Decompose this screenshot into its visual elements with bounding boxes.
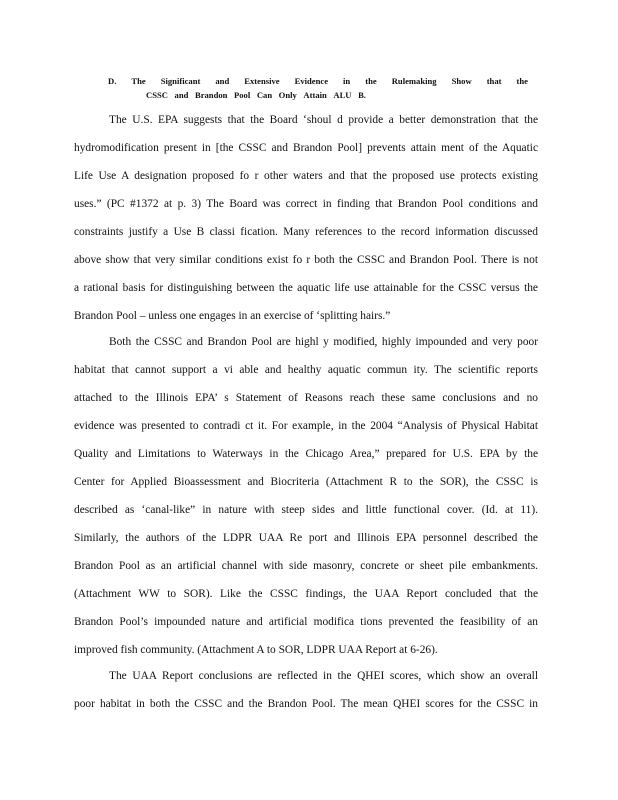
heading-word: the	[365, 76, 377, 86]
heading-word: that	[486, 76, 502, 86]
text-line: Center for Applied Bioassessment and Biocriteria (Attachment R to the SOR), the CSSC is	[74, 476, 538, 488]
heading-word: ALU	[333, 90, 352, 100]
text-line: The U.S. EPA suggests that the Board ‘shoul d provide a better demonstration that the	[109, 114, 538, 126]
section-heading-line-1	[108, 74, 528, 88]
heading-word: Attain	[303, 90, 327, 100]
heading-word: Only	[278, 90, 297, 100]
heading-word: Extensive	[244, 76, 280, 86]
heading-word: B.	[358, 90, 366, 100]
heading-word: Pool	[234, 90, 251, 100]
heading-word: Can	[256, 90, 273, 100]
text-line: (Attachment WW to SOR). Like the CSSC findings, the UAA Report concluded that the	[74, 588, 538, 600]
heading-word: CSSC	[146, 90, 168, 100]
heading-word: and	[215, 76, 230, 86]
heading-word: in	[343, 76, 351, 86]
text-line: The UAA Report conclusions are reflected in the QHEI scores, which show an overall	[109, 670, 538, 682]
heading-word: and	[174, 90, 189, 100]
heading-word: the	[516, 76, 528, 86]
text-line: a rational basis for distinguishing between the aquatic life use attainable for the CSSC versus the	[74, 282, 538, 294]
text-line: Both the CSSC and Brandon Pool are highl y modified, highly impounded and very poor	[109, 336, 538, 348]
section-heading	[108, 74, 528, 102]
heading-word: Rulemaking	[391, 76, 437, 86]
text-line: Brandon Pool – unless one engages in an exercise of ‘splitting hairs.”	[74, 310, 391, 322]
text-line: hydromodification present in [the CSSC and Brandon Pool] prevents attain ment of the Aquatic	[74, 142, 538, 154]
text-line: Similarly, the authors of the LDPR UAA Re port and Illinois EPA personnel described the	[74, 532, 538, 544]
text-line: attached to the Illinois EPA’ s Statement of Reasons reach these same conclusions and no	[74, 392, 538, 404]
heading-word: D.	[108, 76, 117, 86]
heading-word: Show	[451, 76, 472, 86]
heading-word: Significant	[160, 76, 201, 86]
text-line: evidence was presented to contradi ct it. For example, in the 2004 “Analysis of Physical Habitat	[74, 420, 538, 432]
heading-word: Brandon	[194, 90, 228, 100]
text-line: Brandon Pool’s impounded nature and artificial modifica tions prevented the feasibility of an	[74, 616, 538, 628]
text-line: uses.” (PC #1372 at p. 3) The Board was correct in finding that Brandon Pool conditions and	[74, 198, 538, 210]
text-line: improved fish community. (Attachment A to SOR, LDPR UAA Report at 6-26).	[74, 644, 438, 656]
heading-word: The	[131, 76, 146, 86]
text-line: above show that very similar conditions exist fo r both the CSSC and Brandon Pool. There is not	[74, 254, 538, 266]
text-line: poor habitat in both the CSSC and the Brandon Pool. The mean QHEI scores for the CSSC in	[74, 698, 538, 710]
text-line: described as ‘canal-like” in nature with steep sides and little functional cover. (Id. at 11).	[74, 504, 538, 516]
heading-word: Evidence	[294, 76, 329, 86]
text-line: Life Use A designation proposed fo r other waters and that the proposed use protects existing	[74, 170, 538, 182]
text-line: Quality and Limitations to Waterways in the Chicago Area,” prepared for U.S. EPA by the	[74, 448, 538, 460]
text-line: Brandon Pool as an artificial channel with side masonry, concrete or sheet pile embankments.	[74, 560, 538, 572]
section-heading-line-2	[146, 88, 366, 102]
text-line: habitat that cannot support a vi able and healthy aquatic commun ity. The scientific reports	[74, 364, 538, 376]
text-line: constraints justify a Use B classi fication. Many references to the record information discussed	[74, 226, 538, 238]
